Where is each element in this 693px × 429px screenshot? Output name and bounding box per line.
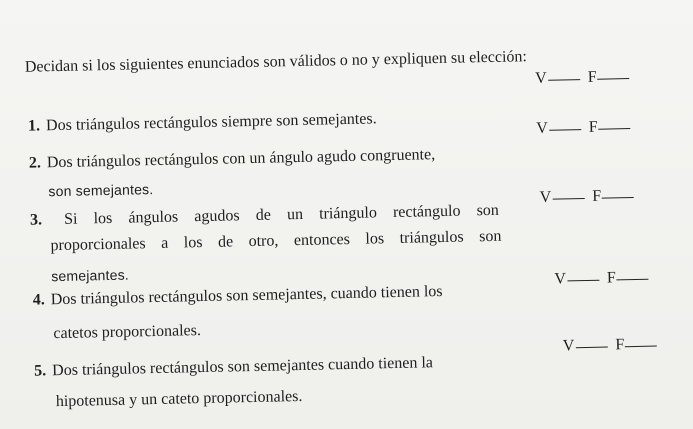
true-label: V bbox=[536, 119, 548, 138]
statement-word: triángulo bbox=[318, 204, 378, 223]
statement-number: 5. bbox=[34, 362, 47, 380]
statement-text: Dos triángulos rectángulos siempre son semejantes. bbox=[45, 110, 377, 135]
statement-word: entonces bbox=[293, 230, 351, 250]
true-blank[interactable] bbox=[549, 128, 581, 131]
answer-option-1[interactable] bbox=[535, 69, 630, 87]
statement-text: Dos triángulos rectángulos con un ángulo agudo congruente, bbox=[46, 146, 436, 172]
statement-word: Si bbox=[63, 210, 78, 228]
statement-2-line-2: son semejantes. bbox=[48, 181, 154, 200]
true-label: V bbox=[539, 188, 552, 206]
false-label: F bbox=[588, 118, 598, 136]
statement-word: son bbox=[478, 227, 502, 246]
statement-4-line-1 bbox=[33, 283, 443, 310]
statement-number: 3. bbox=[29, 211, 43, 229]
false-blank[interactable] bbox=[602, 196, 634, 199]
statement-word: triángulos bbox=[399, 228, 464, 247]
statement-word: agudos bbox=[194, 207, 240, 226]
statement-word: a bbox=[160, 234, 169, 252]
statement-1 bbox=[28, 110, 377, 136]
statement-word: proporcionales bbox=[50, 235, 146, 255]
statement-3-line-2 bbox=[50, 228, 501, 256]
true-label: V bbox=[535, 69, 547, 88]
true-blank[interactable] bbox=[567, 279, 599, 282]
true-blank[interactable] bbox=[552, 197, 584, 200]
statement-word: otro, bbox=[248, 232, 279, 251]
statement-word: un bbox=[286, 205, 304, 224]
true-blank[interactable] bbox=[548, 78, 580, 81]
answer-option-3[interactable] bbox=[540, 188, 635, 206]
false-label: F bbox=[587, 68, 597, 86]
statement-word: de bbox=[217, 233, 234, 251]
true-label: V bbox=[554, 270, 567, 288]
statement-4-line-2: catetos proporcionales. bbox=[53, 322, 202, 343]
statement-number: 4. bbox=[32, 291, 45, 309]
statement-3-line-3: semejantes. bbox=[51, 266, 130, 285]
false-blank[interactable] bbox=[599, 127, 631, 130]
false-label: F bbox=[606, 269, 617, 287]
answer-option-2[interactable] bbox=[536, 119, 631, 137]
false-blank[interactable] bbox=[598, 77, 630, 80]
statement-word: rectángulo bbox=[392, 202, 461, 222]
statement-word: los bbox=[93, 209, 113, 228]
true-blank[interactable] bbox=[575, 346, 607, 349]
statement-3-line-1 bbox=[30, 202, 499, 230]
statement-word: ángulos bbox=[128, 208, 179, 227]
answer-option-5[interactable] bbox=[563, 337, 658, 355]
false-label: F bbox=[592, 187, 602, 205]
false-blank[interactable] bbox=[625, 345, 657, 348]
statement-text: Dos triángulos rectángulos son semejantes, cuando tienen los bbox=[50, 283, 443, 309]
statement-number: 1. bbox=[27, 117, 41, 135]
statement-5-line-1 bbox=[34, 354, 433, 381]
answer-option-4[interactable] bbox=[554, 270, 649, 288]
false-label: F bbox=[615, 336, 625, 354]
statement-word: los bbox=[365, 230, 385, 248]
statement-word: son bbox=[476, 201, 500, 220]
statement-number: 2. bbox=[28, 154, 42, 172]
statement-word: los bbox=[183, 234, 203, 252]
statement-text: Dos triángulos rectángulos son semejantes cuando tienen la bbox=[52, 354, 434, 380]
instruction-text: Decidan si los siguientes enunciados son válidos o no y expliquen su elección: bbox=[24, 48, 528, 76]
statement-5-line-2: hipotenusa y un cateto proporcionales. bbox=[55, 387, 303, 411]
false-blank[interactable] bbox=[617, 278, 649, 281]
statement-2-line-1 bbox=[29, 146, 436, 173]
true-label: V bbox=[562, 337, 575, 355]
statement-word: de bbox=[255, 206, 272, 224]
